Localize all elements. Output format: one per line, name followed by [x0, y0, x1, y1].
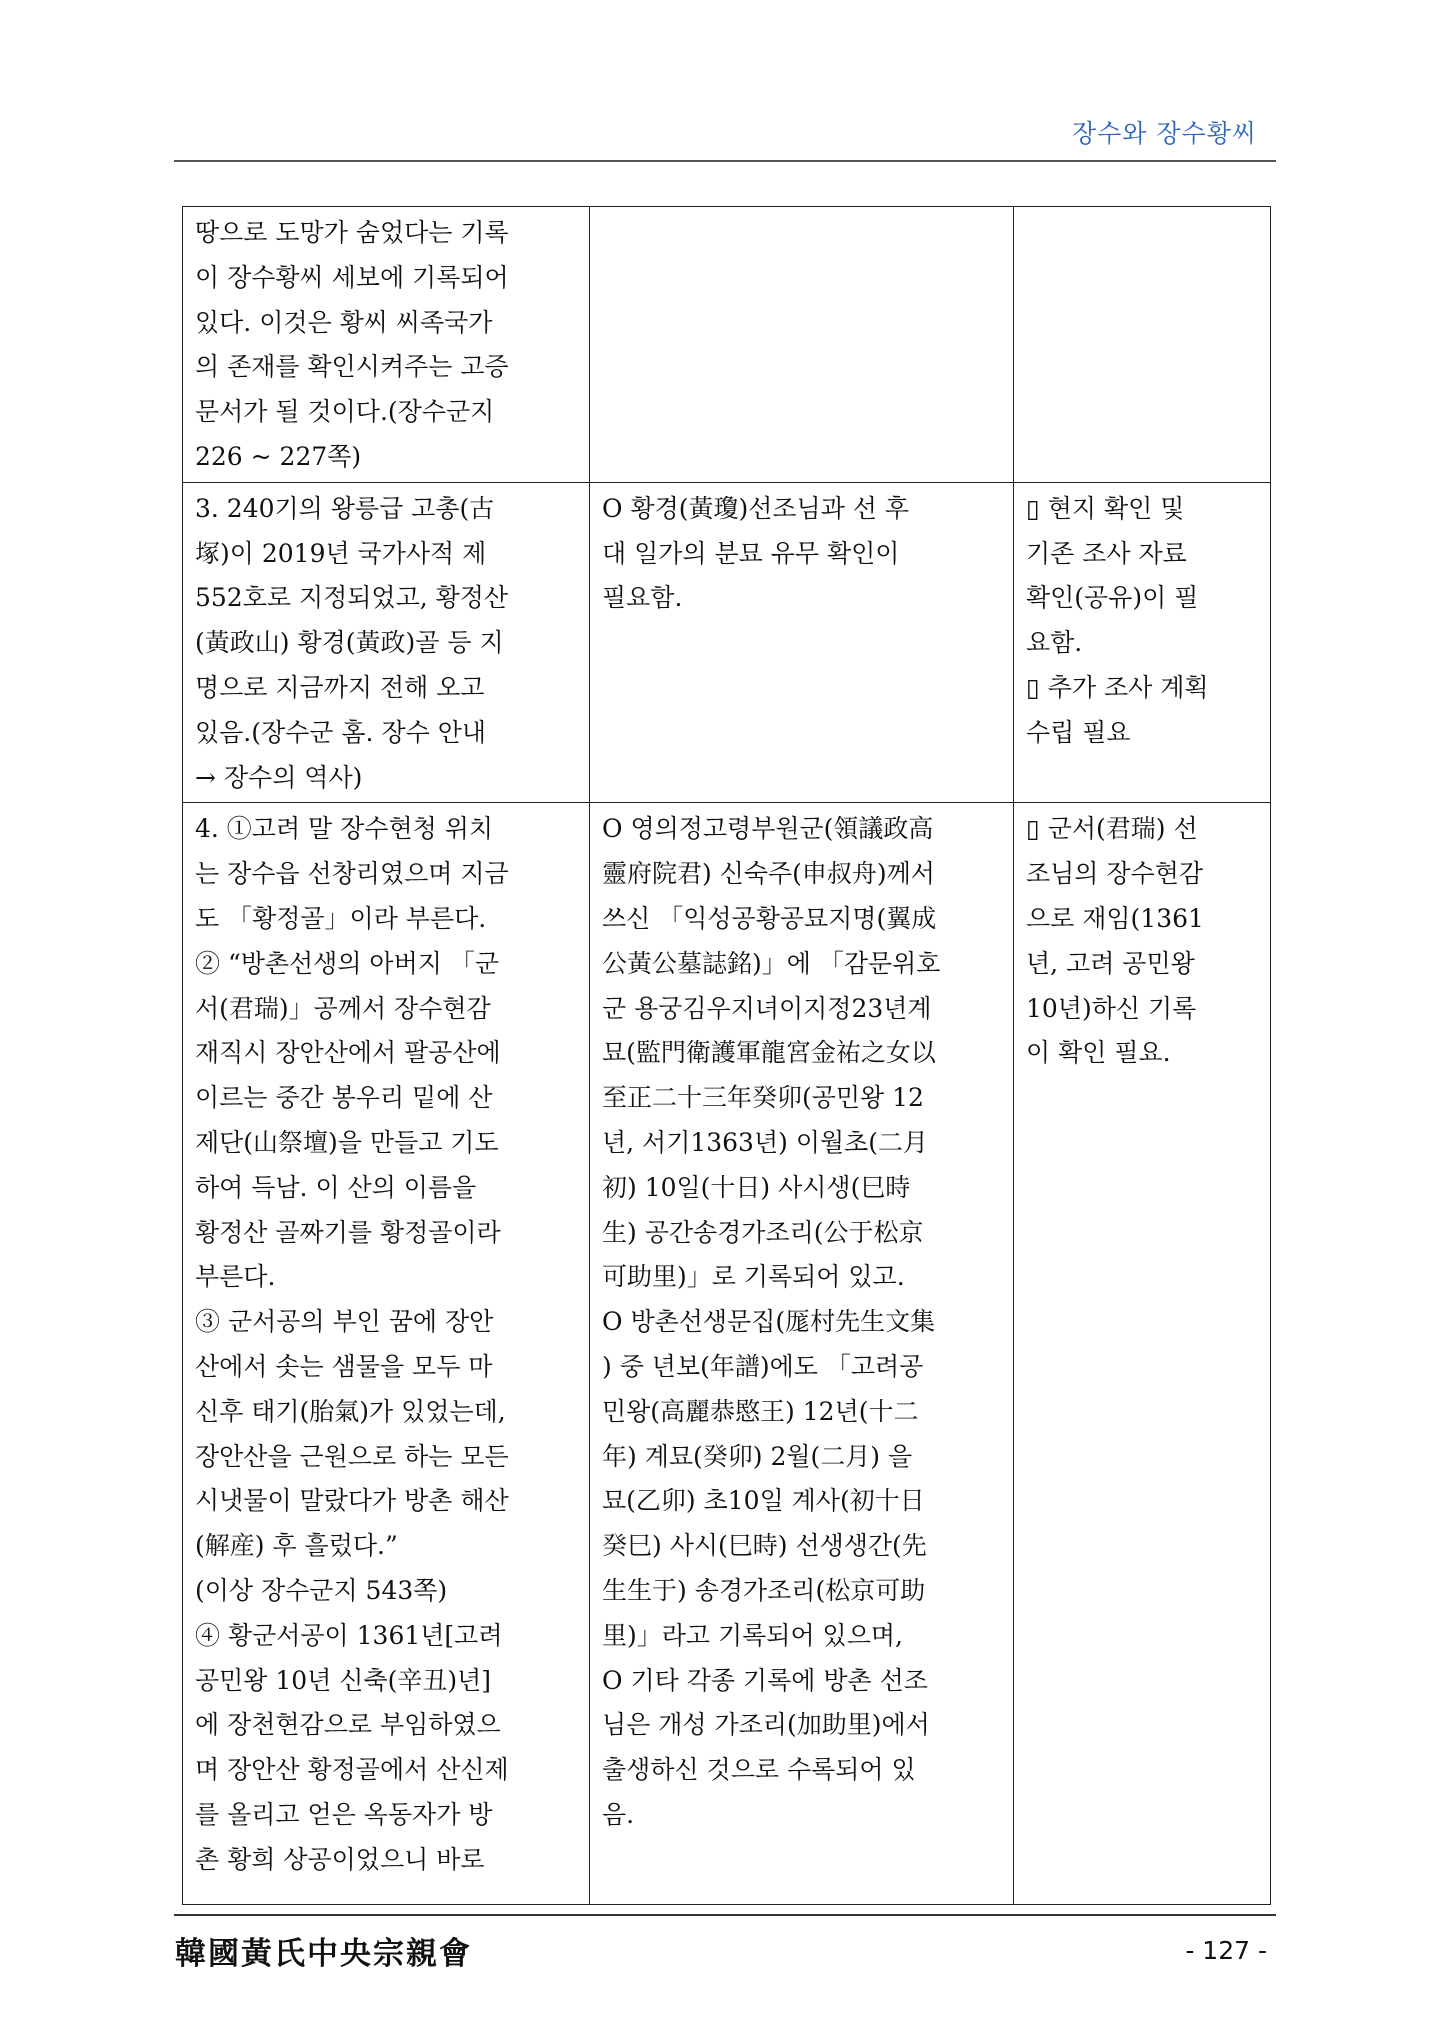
text-line: 공민왕 10년 신축(辛丑)년]: [195, 1665, 492, 1695]
text-line: → 장수의 역사): [195, 762, 363, 792]
text-line: 있다. 이것은 황씨 씨족국가: [195, 307, 493, 337]
cell-content: [183, 207, 590, 483]
text-line: 명으로 지금까지 전해 오고: [195, 672, 485, 702]
text-line: 至正二十三年癸卯(공민왕 12: [602, 1083, 924, 1113]
text-line: 年) 계묘(癸卯) 2월(二月) 을: [602, 1441, 913, 1471]
text-line: 3. 240기의 왕릉급 고총(古: [195, 493, 495, 523]
text-line: O 영의정고령부원군(領議政高: [602, 814, 934, 844]
text-line: ) 중 년보(年譜)에도 「고려공: [602, 1351, 924, 1381]
text-line: ④ 황군서공이 1361년[고려: [195, 1620, 503, 1650]
page-number: - 127 -: [1185, 1936, 1267, 1965]
text-line: 재직시 장안산에서 팔공산에: [195, 1038, 501, 1068]
text-line: 可助里)」로 기록되어 있고.: [602, 1262, 905, 1292]
text-line: 장안산을 근원으로 하는 모든: [195, 1441, 509, 1471]
text-line: 출생하신 것으로 수록되어 있: [602, 1755, 916, 1785]
text-line: 의 존재를 확인시켜주는 고증: [195, 352, 509, 382]
text-line: 이 확인 필요.: [1026, 1038, 1171, 1068]
text-line: ▯ 추가 조사 계획: [1026, 672, 1209, 702]
text-line: 님은 개성 가조리(加助里)에서: [602, 1710, 930, 1740]
text-line: 문서가 될 것이다.(장수군지: [195, 397, 495, 427]
text-line: 제단(山祭壇)을 만들고 기도: [195, 1127, 499, 1157]
text-line: 있음.(장수군 홈. 장수 안내: [195, 717, 486, 747]
cell-action: [590, 482, 1014, 803]
text-line: 수립 필요: [1026, 717, 1131, 747]
text-line: 塚)이 2019년 국가사적 제: [195, 538, 487, 568]
text-line: O 황경(黃瓊)선조님과 선 후: [602, 493, 910, 523]
footer-divider: [174, 1914, 1276, 1916]
text-line: 서(君瑞)」공께서 장수현감: [195, 993, 491, 1023]
text-line: ▯ 현지 확인 및: [1026, 493, 1185, 523]
text-line: 묘(乙卯) 초10일 계사(初十日: [602, 1486, 925, 1516]
text-line: 부른다.: [195, 1262, 276, 1292]
text-line: 군 용궁김우지녀이지정23년계: [602, 993, 932, 1023]
text-line: 음.: [602, 1799, 635, 1829]
text-line: 땅으로 도망가 숨었다는 기록: [195, 218, 509, 247]
text-line: 를 올리고 얻은 옥동자가 방: [195, 1799, 493, 1829]
text-line: 으로 재임(1361: [1026, 903, 1204, 933]
cell-note: [1014, 207, 1271, 483]
text-line: (黃政山) 황경(黃政)골 등 지: [195, 628, 504, 658]
header-divider: [174, 160, 1276, 162]
text-line: 필요함.: [602, 583, 683, 613]
text-line: ② “방촌선생의 아버지 「군: [195, 948, 499, 978]
text-line: ▯ 군서(君瑞) 선: [1026, 814, 1198, 844]
text-line: 生) 공간송경가조리(公于松京: [602, 1217, 924, 1247]
text-line: 확인(공유)이 필: [1026, 583, 1199, 613]
text-line: 552호로 지정되었고, 황정산: [195, 583, 509, 613]
text-line: 初) 10일(十日) 사시생(巳時: [602, 1172, 911, 1202]
text-line: 226 ~ 227쪽): [195, 441, 362, 471]
cell-note: [1014, 803, 1271, 1905]
table-row: [183, 482, 1271, 803]
organization-name: 韓國黃氏中央宗親會: [175, 1936, 472, 1972]
text-line: 하여 득남. 이 산의 이름을: [195, 1172, 477, 1202]
text-line: 조님의 장수현감: [1026, 859, 1203, 889]
text-line: 靈府院君) 신숙주(申叔舟)께서: [602, 859, 935, 889]
text-line: 기존 조사 자료: [1026, 538, 1187, 568]
text-line: 산에서 솟는 샘물을 모두 마: [195, 1351, 493, 1381]
running-header-title: 장수와 장수황씨: [1072, 119, 1257, 148]
text-line: 는 장수읍 선창리였으며 지금: [195, 859, 509, 889]
text-line: 10년)하신 기록: [1026, 993, 1197, 1023]
cell-action: [590, 803, 1014, 1905]
text-line: 신후 태기(胎氣)가 있었는데,: [195, 1396, 506, 1426]
text-line: 시냇물이 말랐다가 방촌 해산: [195, 1486, 509, 1516]
text-line: (이상 장수군지 543쪽): [195, 1575, 448, 1605]
table-row: [183, 207, 1271, 483]
table-row: [183, 803, 1271, 1905]
cell-content: [183, 803, 590, 1905]
text-line: 生生于) 송경가조리(松京可助: [602, 1575, 926, 1605]
text-line: 이르는 중간 봉우리 밑에 산: [195, 1083, 493, 1113]
text-line: 년, 고려 공민왕: [1026, 948, 1195, 978]
text-line: 며 장안산 황정골에서 산신제: [195, 1755, 509, 1785]
text-line: 요함.: [1026, 628, 1083, 658]
text-line: O 방촌선생문집(厖村先生文集: [602, 1307, 936, 1337]
text-line: ③ 군서공의 부인 꿈에 장안: [195, 1307, 494, 1337]
text-line: 대 일가의 분묘 유무 확인이: [602, 538, 900, 568]
text-line: 公黃公墓誌銘)」에 「감문위호: [602, 948, 941, 978]
text-line: O 기타 각종 기록에 방촌 선조: [602, 1665, 928, 1695]
text-line: 癸巳) 사시(巳時) 선생생간(先: [602, 1531, 927, 1561]
text-line: 이 장수황씨 세보에 기록되어: [195, 262, 509, 292]
cell-note: [1014, 482, 1271, 803]
text-line: 민왕(高麗恭愍王) 12년(十二: [602, 1396, 919, 1426]
record-table: [182, 206, 1271, 1905]
cell-content: [183, 482, 590, 803]
text-line: 묘(監門衛護軍龍宮金祐之女以: [602, 1038, 936, 1068]
text-line: 황정산 골짜기를 황정골이라: [195, 1217, 501, 1247]
text-line: 里)」라고 기록되어 있으며,: [602, 1620, 903, 1650]
cell-action: [590, 207, 1014, 483]
text-line: 쓰신 「익성공황공묘지명(翼成: [602, 903, 937, 933]
text-line: 년, 서기1363년) 이월초(二月: [602, 1127, 929, 1157]
text-line: 에 장천현감으로 부임하였으: [195, 1710, 501, 1740]
text-line: 도 「황정골」이라 부른다.: [195, 903, 487, 933]
text-line: 4. ①고려 말 장수현청 위치: [195, 814, 493, 844]
text-line: 촌 황희 상공이었으니 바로: [195, 1844, 485, 1874]
text-line: (解産) 후 흘렀다.”: [195, 1531, 398, 1561]
